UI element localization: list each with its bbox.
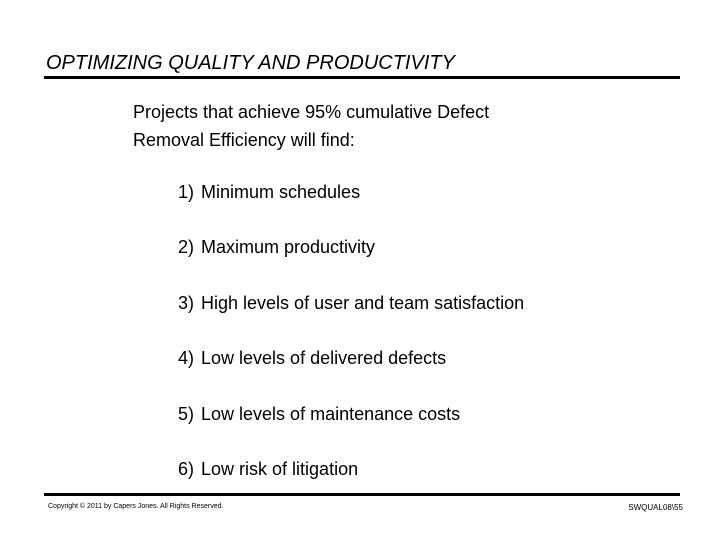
intro-line-2: Removal Efficiency will find:: [133, 130, 355, 150]
item-text: Low risk of litigation: [201, 458, 359, 479]
list-item: [178, 233, 524, 288]
item-text: Low levels of delivered defects: [201, 348, 447, 369]
item-number: 6): [178, 458, 195, 479]
item-text: High levels of user and team satisfaction: [201, 292, 525, 313]
list-item: [178, 400, 524, 455]
item-number: 1): [178, 182, 195, 202]
item-number: 3): [178, 292, 195, 313]
slide-title: OPTIMIZING QUALITY AND PRODUCTIVITY: [46, 52, 455, 74]
item-text: Minimum schedules: [201, 182, 361, 202]
intro-text: [133, 98, 489, 154]
list-item: [178, 455, 524, 510]
item-text: Low levels of maintenance costs: [201, 403, 461, 424]
item-number: 5): [178, 403, 195, 424]
slide-code: SWQUAL08\55: [628, 503, 683, 512]
list-item: [178, 178, 524, 233]
footer-divider: [44, 493, 680, 496]
list-item: [178, 344, 524, 399]
intro-line-1: Projects that achieve 95% cumulative Defect: [133, 102, 490, 122]
title-divider: [44, 76, 680, 79]
item-number: 4): [178, 348, 195, 369]
copyright-notice: Copyright © 2011 by Capers Jones. All Rights Reserved.: [48, 503, 224, 510]
list-item: [178, 289, 524, 344]
benefit-list: [178, 178, 524, 510]
item-number: 2): [178, 237, 195, 258]
item-text: Maximum productivity: [201, 237, 376, 258]
